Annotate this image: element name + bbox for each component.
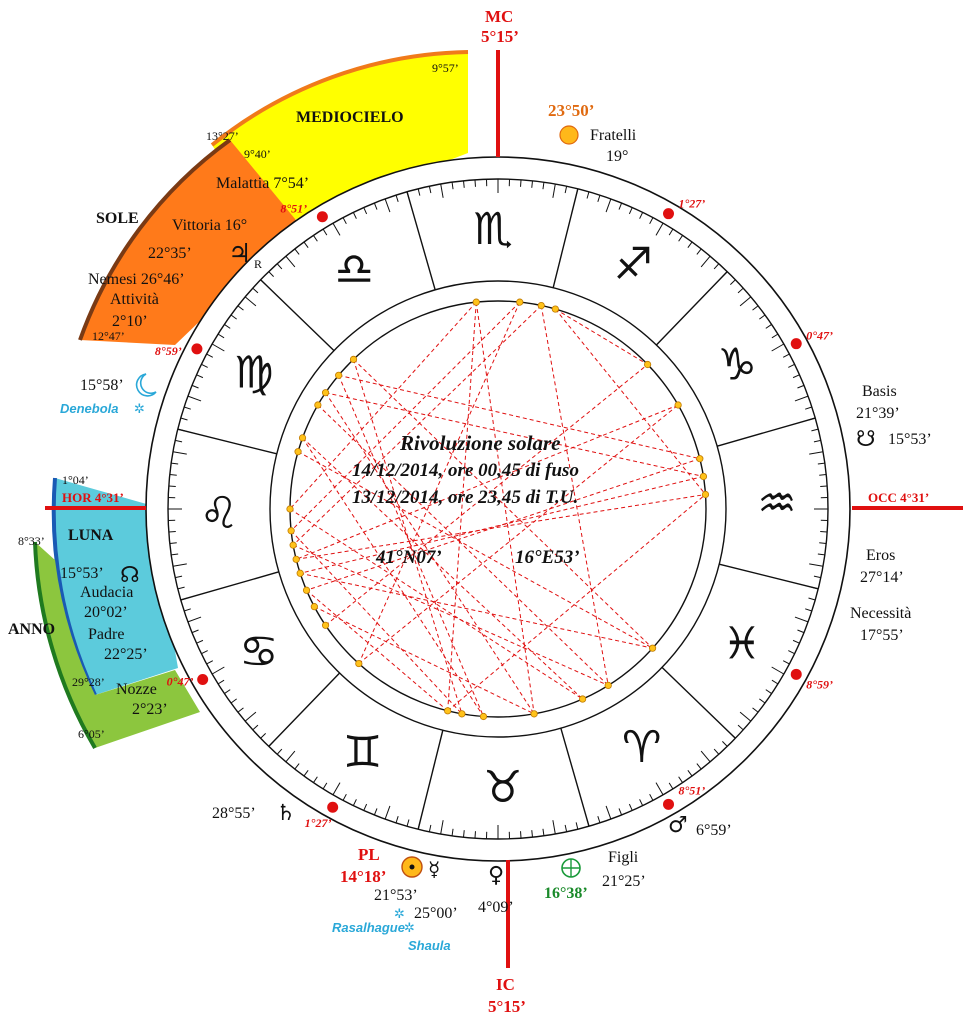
star-icon-3: ✲ [404, 920, 415, 935]
aspect-point [322, 622, 328, 628]
aspect-point [311, 603, 317, 609]
cusp-degree: 8°51’ [678, 783, 706, 798]
node-degree: 15°53’ [60, 565, 104, 582]
anno-label: ANNO [8, 621, 56, 638]
part-nozze-deg: 2°23’ [132, 701, 168, 718]
ic-degree: 5°15’ [488, 997, 526, 1016]
south-node-icon: ☋ [856, 427, 876, 452]
cusp-marker [791, 669, 802, 680]
mars-degree: 6°59’ [696, 822, 732, 839]
mediocielo-deg1: 9°57’ [432, 61, 459, 75]
aspect-point [303, 587, 309, 593]
part-audacia-deg: 20°02’ [84, 604, 128, 621]
zodiac-sign-icon: ♌ [199, 487, 239, 539]
part-malattia: Malattia 7°54’ [216, 175, 310, 192]
part-figli-deg: 21°25’ [602, 873, 646, 890]
aspect-point [322, 389, 328, 395]
zodiac-sign-icon: ♎ [334, 243, 375, 295]
aspect-point [315, 402, 321, 408]
luna-deg1: 1°04’ [62, 473, 89, 487]
aspect-point [335, 372, 341, 378]
part-padre-deg: 22°25’ [104, 646, 148, 663]
cusp-marker [317, 211, 328, 222]
part-attivita-deg: 2°10’ [112, 313, 148, 330]
zodiac-sign-icon: ♐ [613, 238, 653, 290]
zodiac-sign-icon: ♋ [239, 626, 279, 678]
part-figli: Figli [608, 849, 639, 866]
cusp-marker [197, 674, 208, 685]
part-necessita-deg: 17°55’ [860, 627, 904, 644]
part-basis: Basis [862, 383, 897, 400]
aspect-point [288, 528, 294, 534]
longitude: 16°E53’ [515, 547, 580, 568]
venus-icon: ♀ [488, 863, 505, 888]
earth-degree: 16°38’ [544, 885, 588, 902]
sole-label: SOLE [96, 210, 139, 227]
anno-deg2: 6°05’ [78, 727, 105, 741]
aspect-point [459, 711, 465, 717]
aspect-point [552, 306, 558, 312]
venus-degree: 4°09’ [478, 899, 514, 916]
cusp-marker [791, 338, 802, 349]
mediocielo-deg2: 13°27’ [206, 129, 239, 143]
aspect-point [649, 645, 655, 651]
star-shaula: Shaula [408, 938, 451, 953]
zodiac-sign-icon: ♉ [483, 761, 523, 813]
star-denebola: Denebola [60, 401, 119, 416]
luna-deg2: 29°28’ [72, 675, 105, 689]
latitude: 41°N07’ [376, 547, 442, 568]
part-audacia: Audacia [80, 584, 134, 601]
south-node-degree: 15°53’ [888, 431, 932, 448]
occ-label: OCC 4°31’ [868, 490, 930, 505]
zodiac-sign-icon: ♍ [234, 347, 274, 399]
part-eros: Eros [866, 547, 896, 564]
cusp-degree: 0°47’ [806, 328, 834, 343]
ic-label: IC [496, 975, 515, 994]
part-basis-deg: 21°39’ [856, 405, 900, 422]
aspect-point [538, 302, 544, 308]
part-fratelli-deg: 19° [606, 148, 629, 165]
cusp-marker [663, 208, 674, 219]
zodiac-sign-icon: ♑ [717, 339, 757, 391]
cusp-degree: 8°59’ [154, 343, 182, 358]
north-node-icon: ☊ [120, 563, 140, 588]
aspect-point [700, 473, 706, 479]
aspect-point [517, 299, 523, 305]
aspect-point [697, 455, 703, 461]
cusp-degree: 8°51’ [280, 201, 308, 216]
pluto-degree: 14°18’ [340, 867, 387, 886]
jupiter-icon: ♃ [228, 239, 252, 269]
star-degree: 25°00’ [414, 905, 458, 922]
part-necessita: Necessità [850, 605, 912, 622]
cusp-degree: 8°59’ [806, 677, 834, 692]
cusp-degree: 1°27’ [678, 196, 706, 211]
aspect-point [605, 682, 611, 688]
mc-degree: 5°15’ [481, 27, 519, 46]
retrograde-icon: R [254, 257, 263, 271]
part-attivita: Attività [110, 291, 159, 308]
sole-deg1: 9°40’ [244, 147, 271, 161]
zodiac-sign-icon: ♈ [621, 722, 662, 774]
aspect-point [350, 356, 356, 362]
jupiter-degree: 22°35’ [148, 245, 192, 262]
zodiac-sign-icon: ♒ [757, 478, 797, 530]
moon-icon [137, 374, 156, 396]
star-icon-2: ✲ [394, 906, 405, 921]
mars-icon: ♂ [668, 813, 688, 838]
sun-degree: 23°50’ [548, 101, 595, 120]
aspect-point [473, 299, 479, 305]
center-title: Rivoluzione solare [400, 431, 561, 455]
hor-label: HOR 4°31’ [62, 490, 124, 505]
part-eros-deg: 27°14’ [860, 569, 904, 586]
aspect-point [480, 713, 486, 719]
part-padre: Padre [88, 626, 125, 643]
mercury-icon: ☿ [428, 857, 441, 881]
aspect-point [287, 506, 293, 512]
aspect-point [297, 570, 303, 576]
saturn-icon: ♄ [276, 801, 296, 826]
saturn-degree: 28°55’ [212, 805, 256, 822]
aspect-point [295, 448, 301, 454]
center-line2: 13/12/2014, ore 23,45 di T.U. [352, 487, 579, 508]
cusp-marker [663, 799, 674, 810]
aspect-point [444, 708, 450, 714]
center-line1: 14/12/2014, ore 00,45 di fuso [352, 460, 579, 481]
aspect-point [293, 556, 299, 562]
moon-degree: 15°58’ [80, 377, 124, 394]
luna-label: LUNA [68, 527, 114, 544]
aspect-point [531, 711, 537, 717]
aspect-point [356, 660, 362, 666]
aspect-point [299, 435, 305, 441]
part-vittoria: Vittoria 16° [172, 217, 248, 234]
zodiac-sign-icon: ♓ [722, 618, 762, 670]
part-nemesi: Nemesi 26°46’ [88, 271, 185, 288]
mc-label: MC [485, 7, 514, 26]
mediocielo-label: MEDIOCIELO [296, 109, 404, 126]
cusp-degree: 0°47’ [166, 674, 194, 689]
sun-icon [560, 126, 578, 144]
aspect-point [579, 696, 585, 702]
part-nozze: Nozze [116, 681, 157, 698]
mercury-degree: 21°53’ [374, 887, 418, 904]
cusp-degree: 1°27’ [304, 816, 332, 831]
cusp-marker [191, 343, 202, 354]
aspect-point [702, 491, 708, 497]
pluto-label: PL [358, 845, 380, 864]
aspect-point [290, 542, 296, 548]
star-icon: ✲ [134, 401, 145, 416]
zodiac-sign-icon: ♊ [343, 727, 383, 779]
aspect-point [675, 402, 681, 408]
anno-deg1: 8°33’ [18, 534, 45, 548]
aspect-point [644, 361, 650, 367]
part-fratelli: Fratelli [590, 127, 637, 144]
zodiac-sign-icon: ♏ [473, 204, 513, 256]
star-rasalhague: Rasalhague [332, 920, 405, 935]
sole-deg2: 12°47’ [92, 329, 125, 343]
cusp-marker [327, 802, 338, 813]
